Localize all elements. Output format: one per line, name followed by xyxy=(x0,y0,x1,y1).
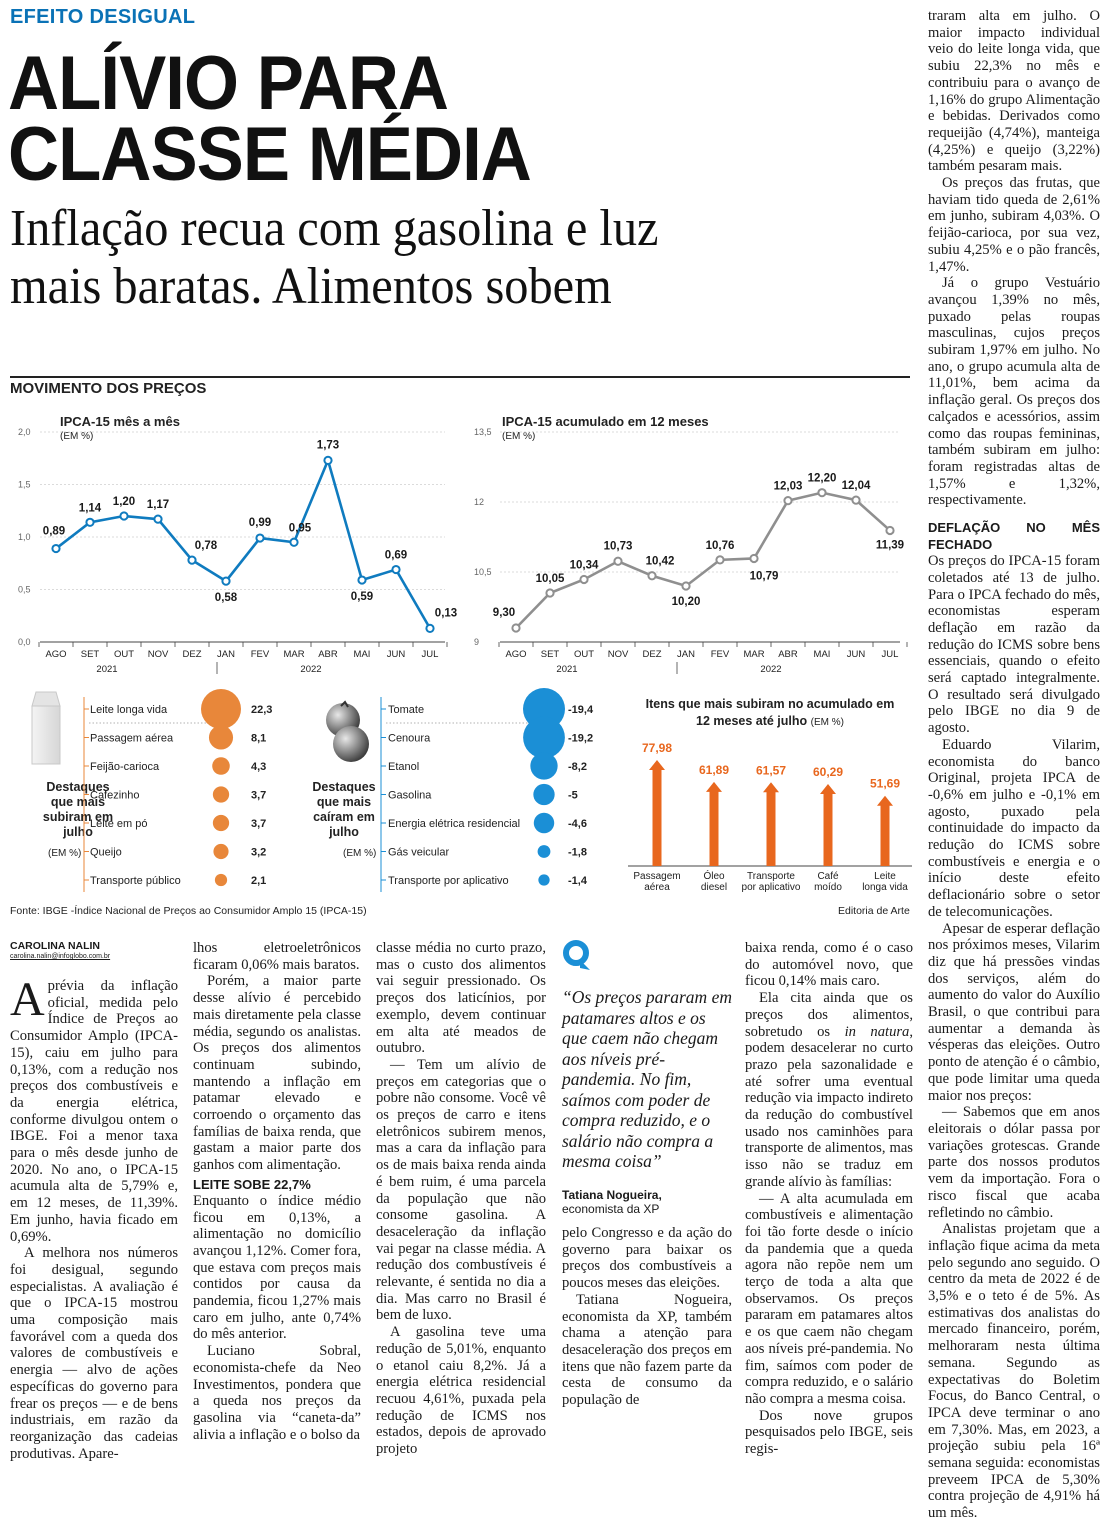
data-label: 12,04 xyxy=(841,480,871,493)
byline-email[interactable]: carolina.nalin@infoglobo.com.br xyxy=(10,953,111,960)
col6-paragraph-2: Os preços das frutas, que haviam tido queda de 2,61% em junho, subiram 4,03%. O feijão-carioca, por sua vez, subiu 4,25% e o pão francês, 1,47%. xyxy=(928,175,1100,275)
col5-paragraph-1: baixa renda, como é o caso do automóvel novo, que ficou 0,14% mais caro. xyxy=(745,940,913,990)
item-label: Gasolina xyxy=(388,789,432,802)
y-tick-label: 10,5 xyxy=(474,567,492,577)
data-point xyxy=(512,624,519,631)
data-label: 0,59 xyxy=(350,591,374,604)
article-column-4 xyxy=(562,1225,732,1409)
x-tick-label: JAN xyxy=(677,649,695,660)
data-point xyxy=(222,578,229,585)
col6-paragraph-1: traram alta em julho. O maior impacto individual veio do leite longa vida, que subiu 22,3% no mês e contribuiu para o avanço de 1,16% do grupo Alimentação e bebidas. Derivados como requeijão (4,74%), manteiga (4,25%) e queijo (3,22%) também pesaram mais. xyxy=(928,8,1100,175)
data-point xyxy=(188,557,195,564)
bar-chart-title xyxy=(640,696,900,731)
bar-category-label: Café xyxy=(817,871,839,882)
data-label: 1,20 xyxy=(112,496,136,508)
data-point xyxy=(614,558,621,565)
data-label: 0,89 xyxy=(42,525,66,538)
bar-arrowhead xyxy=(877,796,893,806)
x-tick-label: NOV xyxy=(607,649,629,660)
bubble xyxy=(215,874,227,886)
item-label: Cenoura xyxy=(388,732,431,745)
y-tick-label: 0,0 xyxy=(18,637,31,647)
data-point xyxy=(818,489,825,496)
subheading-milk: LEITE SOBE 22,7% xyxy=(193,1176,311,1192)
x-tick-label: MAI xyxy=(813,649,831,660)
data-label: 10,42 xyxy=(645,555,675,568)
bubble xyxy=(209,725,233,749)
data-point xyxy=(154,516,161,523)
col2-paragraph-4: Luciano Sobral, economista-chefe da Neo Investimentos, pondera que a queda nos preços da gasolina via “caneta-da” alivia a inflação e o bolso da xyxy=(193,1343,361,1443)
subhead xyxy=(10,200,847,316)
dropcap: A xyxy=(10,973,45,1026)
quote-icon xyxy=(562,940,592,972)
bubble xyxy=(213,844,228,859)
item-value: -19,4 xyxy=(568,704,594,716)
x-tick-label: FEV xyxy=(250,649,270,660)
item-label: Leite longa vida xyxy=(90,704,168,716)
col3-paragraph-2: — Tem um alívio de preços em categorias que o pobre não consome. Você vê os preços de carro e itens eletrônicos subirem menos, mas a cara da inflação para os de mais baixa renda ainda é bem ruim, é uma parcela da população que não consome gasolina. A desaceleração da inflação vai pegar na classe média. A redução dos combustíveis é relevante, é sentida no dia a dia. Mas carro no Brasil é bem de luxo. xyxy=(376,1056,546,1324)
item-label: Cafezinho xyxy=(90,789,140,802)
x-tick-label: JUL xyxy=(881,649,899,660)
x-tick-label: AGO xyxy=(505,649,527,660)
bar xyxy=(767,790,776,866)
col6-paragraph-7: — Sabemos que em anos eleitorais o dólar passa por variações grotescas. Grande parte dos nossos produtos vem da importação. Fora o risco fiscal que acaba refletindo no câmbio. xyxy=(928,1104,1100,1221)
bar-category-label: Passagem xyxy=(633,871,681,882)
y-tick-label: 2,0 xyxy=(18,427,31,437)
x-tick-label: SET xyxy=(80,649,100,660)
subhead-line-1: Inflação recua com gasolina e luz xyxy=(10,200,659,257)
bubble xyxy=(533,784,554,805)
milk-carton-icon xyxy=(30,690,62,766)
pull-quote-role: economista da XP xyxy=(562,1201,660,1216)
item-label: Tomate xyxy=(388,704,425,716)
bar-category-label: diesel xyxy=(700,882,728,893)
item-value: 3,2 xyxy=(251,846,267,859)
year-label: 2022 xyxy=(760,664,782,675)
data-point xyxy=(290,539,297,546)
item-label: Leite em pó xyxy=(90,818,148,830)
item-label: Passagem aérea xyxy=(90,732,174,745)
data-label: 10,76 xyxy=(705,539,735,552)
col6-paragraph-3: Já o grupo Vestuário avançou 1,39% no mês, puxado pelas roupas masculinas, cujos preços subiram 1,97% em julho. No ano, o grupo acumula alta de 11,01%, bem acima da inflação geral. Os preços dos calçados e acessórios, assim como das roupas femininas, também subiram em julho: foram registradas altas de 1,57% e 1,32%, respectivamente. xyxy=(928,275,1100,509)
data-label: 10,05 xyxy=(535,573,565,585)
bar xyxy=(710,790,719,866)
data-point xyxy=(546,589,553,596)
item-value: 4,3 xyxy=(251,761,267,773)
falling-highlights-label: Destaques que mais caíram em julho xyxy=(312,780,376,839)
data-label: 0,99 xyxy=(248,517,272,530)
data-point xyxy=(784,497,791,504)
bar xyxy=(653,768,662,866)
x-tick-label: MAI xyxy=(353,649,371,660)
bubble xyxy=(538,845,551,858)
item-value: -8,2 xyxy=(568,761,587,773)
item-value: 3,7 xyxy=(251,789,267,802)
item-value: 3,7 xyxy=(251,818,267,830)
col6-paragraph-6: Apesar de esperar deflação nos próximos meses, Vilarim diz que há pressões vindas dos serviços, além do aumento do valor do Auxílio Brasil, o que contribui para aumentar a demanda às vésperas das eleições. Outro ponto de atenção é o câmbio, que pode limitar uma queda maior nos preços: xyxy=(928,920,1100,1104)
chart1-title: IPCA-15 mês a mês xyxy=(60,414,180,429)
x-tick-label: ABR xyxy=(318,649,338,660)
bar-value-label: 77,98 xyxy=(641,741,673,755)
pull-quote-author: Tatiana Nogueira, xyxy=(562,1187,662,1202)
bar-chart-title-text: Itens que mais subiram no acumulado em 12 meses até julho xyxy=(645,697,895,728)
data-point xyxy=(716,556,723,563)
bubble xyxy=(213,815,229,831)
bar-value-label: 61,57 xyxy=(755,763,787,778)
item-label: Etanol xyxy=(388,761,420,773)
bar-category-label: aérea xyxy=(644,882,670,893)
bar-arrowhead xyxy=(649,760,665,770)
col6-paragraph-4: Os preços do IPCA-15 foram coletados até 13 de julho. Para o IPCA fechado do mês, economistas esperam deflação em razão da redução do ICMS sobre bens essenciais, quando o efeito será captado integralmente. O resultado será divulgado pelo IBGE no dia 9 de agosto. xyxy=(928,553,1100,737)
data-point xyxy=(358,576,365,583)
data-point xyxy=(392,566,399,573)
data-label: 9,30 xyxy=(492,607,516,619)
bar-category-label: Óleo xyxy=(703,871,725,882)
item-value: -1,4 xyxy=(568,875,587,887)
col5-paragraph-4: Dos nove grupos pesquisados pelo IBGE, seis regis- xyxy=(745,1407,913,1458)
x-tick-label: AGO xyxy=(45,649,67,660)
chart2-unit: (EM %) xyxy=(502,431,536,442)
bar-chart-unit: (EM %) xyxy=(810,717,844,728)
data-label: 0,13 xyxy=(434,607,458,620)
data-label: 12,03 xyxy=(773,480,803,493)
data-point xyxy=(648,572,655,579)
article-column-2 xyxy=(193,940,361,1443)
x-tick-label: NOV xyxy=(147,649,169,660)
data-label: 0,69 xyxy=(384,549,408,562)
item-value: 8,1 xyxy=(251,732,267,745)
article-column-5 xyxy=(745,940,913,1458)
bar-category-label: por aplicativo xyxy=(741,882,801,893)
data-point xyxy=(426,625,433,632)
data-label: 0,95 xyxy=(288,522,312,535)
chart-source: Fonte: IBGE -Índice Nacional de Preços ao Consumidor Amplo 15 (IPCA-15) xyxy=(10,905,367,917)
bar-category-label: moído xyxy=(814,882,842,893)
bar-category-label: longa vida xyxy=(862,882,908,893)
data-label: 10,79 xyxy=(749,570,779,583)
x-tick-label: ABR xyxy=(778,649,798,660)
data-point xyxy=(256,534,263,541)
tomatoes-icon xyxy=(321,700,373,764)
x-tick-label: OUT xyxy=(573,649,595,660)
bubble-chart-rising xyxy=(80,690,290,895)
kicker: EFEITO DESIGUAL xyxy=(10,6,196,28)
x-tick-label: SET xyxy=(540,649,560,660)
x-tick-label: JUL xyxy=(421,649,439,660)
y-tick-label: 1,0 xyxy=(18,532,31,542)
pull-quote-text: “Os preços pararam em patamares altos e os que caem não chegam aos níveis pré-pandemia. No fim, saímos com poder de compra reduzido, e o salário não compra a mesma coisa” xyxy=(562,987,732,1171)
chart2-title: IPCA-15 acumulado em 12 meses xyxy=(502,414,709,429)
col4-paragraph-2: Tatiana Nogueira, economista da XP, também chama a atenção para desaceleração dos preços em itens que não fazem parte da cesta de consumo da população de xyxy=(562,1291,732,1409)
byline-name: CAROLINA NALIN xyxy=(10,940,101,952)
data-point xyxy=(750,555,757,562)
headline-line-2: CLASSE MÉDIA xyxy=(8,112,531,197)
article-column-6 xyxy=(928,8,1100,1522)
data-label: 1,17 xyxy=(146,499,170,512)
col5-paragraph-2a: Ela cita ainda que os preços dos alimentos, sobretudo os xyxy=(745,990,913,1040)
bar-category-label: Transporte xyxy=(747,871,795,882)
bubble xyxy=(530,752,557,779)
data-point xyxy=(120,512,127,519)
item-label: Transporte por aplicativo xyxy=(388,875,509,887)
data-label: 10,73 xyxy=(603,540,633,553)
col5-paragraph-2 xyxy=(745,990,913,1190)
x-tick-label: JAN xyxy=(217,649,235,660)
item-value: 22,3 xyxy=(251,704,273,716)
col3-paragraph-1: classe média no curto prazo, mas o custo dos alimentos vai seguir pressionado. Os preços dos laticínios, por exemplo, devem continuar em alta até meados de outubro. xyxy=(376,940,546,1057)
year-label: 2021 xyxy=(556,664,578,675)
pull-quote xyxy=(562,940,732,1216)
chart-12month-ipca15 xyxy=(460,420,910,675)
data-label: 10,34 xyxy=(569,559,599,572)
data-point xyxy=(852,497,859,504)
col6-paragraph-5: Eduardo Vilarim, economista do banco Original, projeta IPCA de -0,6% em julho e -0,1% em agosto, puxado pela continuidade do impacto da redução do ICMS sobre combustíveis e energia e o início deste efeito deflacionário sobre o setor de telecomunicações. xyxy=(928,736,1100,920)
bar-value-label: 60,29 xyxy=(812,765,844,780)
item-value: -1,8 xyxy=(568,846,587,859)
data-point xyxy=(52,545,59,552)
col3-paragraph-3: A gasolina teve uma redução de 5,01%, enquanto o etanol caiu 8,2%. Já a energia elétrica residencial recuou 4,61%, puxada pela redução de ICMS nos estados, depois de aprovado projeto xyxy=(376,1324,546,1458)
data-label: 12,20 xyxy=(807,472,837,485)
subhead-line-2: mais baratas. Alimentos sobem xyxy=(10,258,612,315)
data-point xyxy=(682,582,689,589)
col1-paragraph-2: A melhora nos números foi desigual, segundo especialistas. A avaliação é que o IPCA-15 mostrou uma composição mais favorável com a queda dos valores de combustíveis e energia — alvo de ações específicas do governo para frear os preços — e de bens industriais, em razão da reorganização das cadeias produtivas. Apare- xyxy=(10,1245,178,1462)
section-title: MOVIMENTO DOS PREÇOS xyxy=(10,380,207,397)
data-point xyxy=(580,576,587,583)
data-point xyxy=(86,519,93,526)
col5-paragraph-2b: , podem desacelerar no curto prazo pela sazonalidade e até sofrer uma eventual redução via impacto indireto da redução do combustível usado nos caminhões para transporte de alimentos, mas isso não se traduz em grande alívio às famílias: xyxy=(745,1023,913,1190)
y-tick-label: 0,5 xyxy=(18,584,31,595)
article-column-1 xyxy=(10,940,178,1462)
data-label: 0,78 xyxy=(194,540,218,553)
item-label: Feijão-carioca xyxy=(90,761,160,773)
item-value: 2,1 xyxy=(251,875,267,887)
bar-value-label: 51,69 xyxy=(869,776,901,791)
bar xyxy=(824,792,833,866)
bar-value-label: 61,89 xyxy=(698,762,730,777)
col2-paragraph-3: Enquanto o índice médio ficou em 0,13%, a alimentação no domicílio avançou 1,12%. Comer fora, que estava com preços mais contidos por causa da pandemia, ficou 1,27% mais caro em julho, ante 0,74% do mês anterior. xyxy=(193,1192,361,1343)
col6-paragraph-8: Analistas projetam que a inflação fique acima da meta pelo segundo ano seguido. O centro da meta de 2022 é de 3,5% e o teto é de 5%. As estimativas dos analistas do mercado financeiro, porém, melhoraram nesta última semana. Segundo as expectativas do Boletim Focus, do Banco Central, o IPCA deve terminar o ano em 7,30%. Mas, em 2023, a projeção subiu pela 16ª semana seguida: economistas preveem IPCA de 5,30% contra projeção de 4,91% há um mês. xyxy=(928,1221,1100,1522)
bubble xyxy=(212,757,230,775)
rising-highlights-unit: (EM %) xyxy=(48,848,82,859)
y-tick-label: 1,5 xyxy=(18,479,31,490)
item-label: Transporte público xyxy=(90,875,181,887)
col5-paragraph-3: — A alta acumulada em combustíveis e alimentação foi tão forte desde o início da pandemia que a queda agora não repõe nem um terço de toda a alta que observamos. Os preços pararam em patamares altos e os que caem não chegam aos níveis pré-pandemia. No fim, saímos com poder de compra reduzido, e o salário não compra a mesma coisa. xyxy=(745,1190,913,1407)
x-tick-label: JUN xyxy=(386,649,406,660)
item-value: -19,2 xyxy=(568,732,594,745)
bubble-chart-falling xyxy=(376,690,626,895)
headline-line-1: ALÍVIO PARA xyxy=(8,41,449,126)
item-label: Energia elétrica residencial xyxy=(388,818,521,830)
y-tick-label: 13,5 xyxy=(474,427,492,437)
x-tick-label: DEZ xyxy=(642,649,662,660)
bubble xyxy=(534,813,554,833)
col2-paragraph-1: lhos eletroeletrônicos ficaram 0,06% mais baratos. xyxy=(193,940,361,973)
bar-category-label: Leite xyxy=(874,871,896,882)
article-column-3 xyxy=(376,940,546,1458)
col1-paragraph-1: prévia da inflação oficial, medida pelo Índice de Preços ao Consumidor Amplo (IPCA-15), caiu em julho para 0,13%, com a redução nos preços dos combustíveis e da energia elétrica, conforme divulgou ontem o IBGE. Foi a menor taxa para o mês desde junho de 2020. No ano, o IPCA-15 acumula alta de 5,79% e, em 12 meses, de 11,39%. Em junho, havia ficado em 0,69%. xyxy=(10,978,178,1245)
x-tick-label: MAR xyxy=(283,649,305,660)
data-label: 1,14 xyxy=(78,502,102,515)
bubble xyxy=(523,717,565,759)
data-label: 1,73 xyxy=(316,439,340,452)
chart1-unit: (EM %) xyxy=(60,431,94,442)
bubble xyxy=(538,874,549,885)
chart-monthly-ipca15 xyxy=(0,420,460,675)
col4-paragraph-1: pelo Congresso e da ação do governo para baixar os preços dos combustíveis a poucos meses das eleições. xyxy=(562,1225,732,1292)
item-label: Gás veicular xyxy=(388,846,450,859)
bar-arrowhead xyxy=(763,782,779,792)
x-tick-label: OUT xyxy=(113,649,135,660)
bar-chart-12month-items xyxy=(620,730,920,898)
bar xyxy=(881,804,890,866)
item-value: -4,6 xyxy=(568,818,587,830)
y-tick-label: 9 xyxy=(474,637,480,647)
y-tick-label: 12 xyxy=(474,497,485,507)
data-label: 10,20 xyxy=(671,596,701,608)
data-point xyxy=(886,527,893,534)
x-tick-label: DEZ xyxy=(182,649,202,660)
data-label: 0,58 xyxy=(214,592,238,605)
x-tick-label: FEV xyxy=(710,649,730,660)
series-line xyxy=(56,460,430,628)
bar-arrowhead xyxy=(820,784,836,794)
data-point xyxy=(324,457,331,464)
data-label: 11,39 xyxy=(875,539,905,552)
col2-paragraph-2: Porém, a maior parte desse alívio é percebido mais diretamente pela classe média, segundo os analistas. Os preços dos alimentos continuam subindo, mantendo a inflação em patamar elevado e corroendo o orçamento das famílias de baixa renda, que gastam a maior parte dos ganhos com alimentação. xyxy=(193,973,361,1174)
falling-highlights-unit: (EM %) xyxy=(343,848,377,859)
bubble xyxy=(213,786,229,802)
bubble xyxy=(201,689,241,729)
bar-arrowhead xyxy=(706,782,722,792)
col5-paragraph-2-emphasis: in natura xyxy=(844,1023,910,1040)
year-label: 2021 xyxy=(96,664,118,675)
headline xyxy=(8,41,845,197)
rising-highlights-label: Destaques que mais subiram em julho xyxy=(42,780,114,839)
chart-credit: Editoria de Arte xyxy=(838,905,910,917)
year-label: 2022 xyxy=(300,664,322,675)
section-rule xyxy=(10,376,910,378)
x-tick-label: JUN xyxy=(846,649,866,660)
x-tick-label: MAR xyxy=(743,649,765,660)
item-label: Queijo xyxy=(90,846,122,859)
item-value: -5 xyxy=(568,789,578,802)
subheading-deflation: DEFLAÇÃO NO MÊS FECHADO xyxy=(928,520,1100,553)
